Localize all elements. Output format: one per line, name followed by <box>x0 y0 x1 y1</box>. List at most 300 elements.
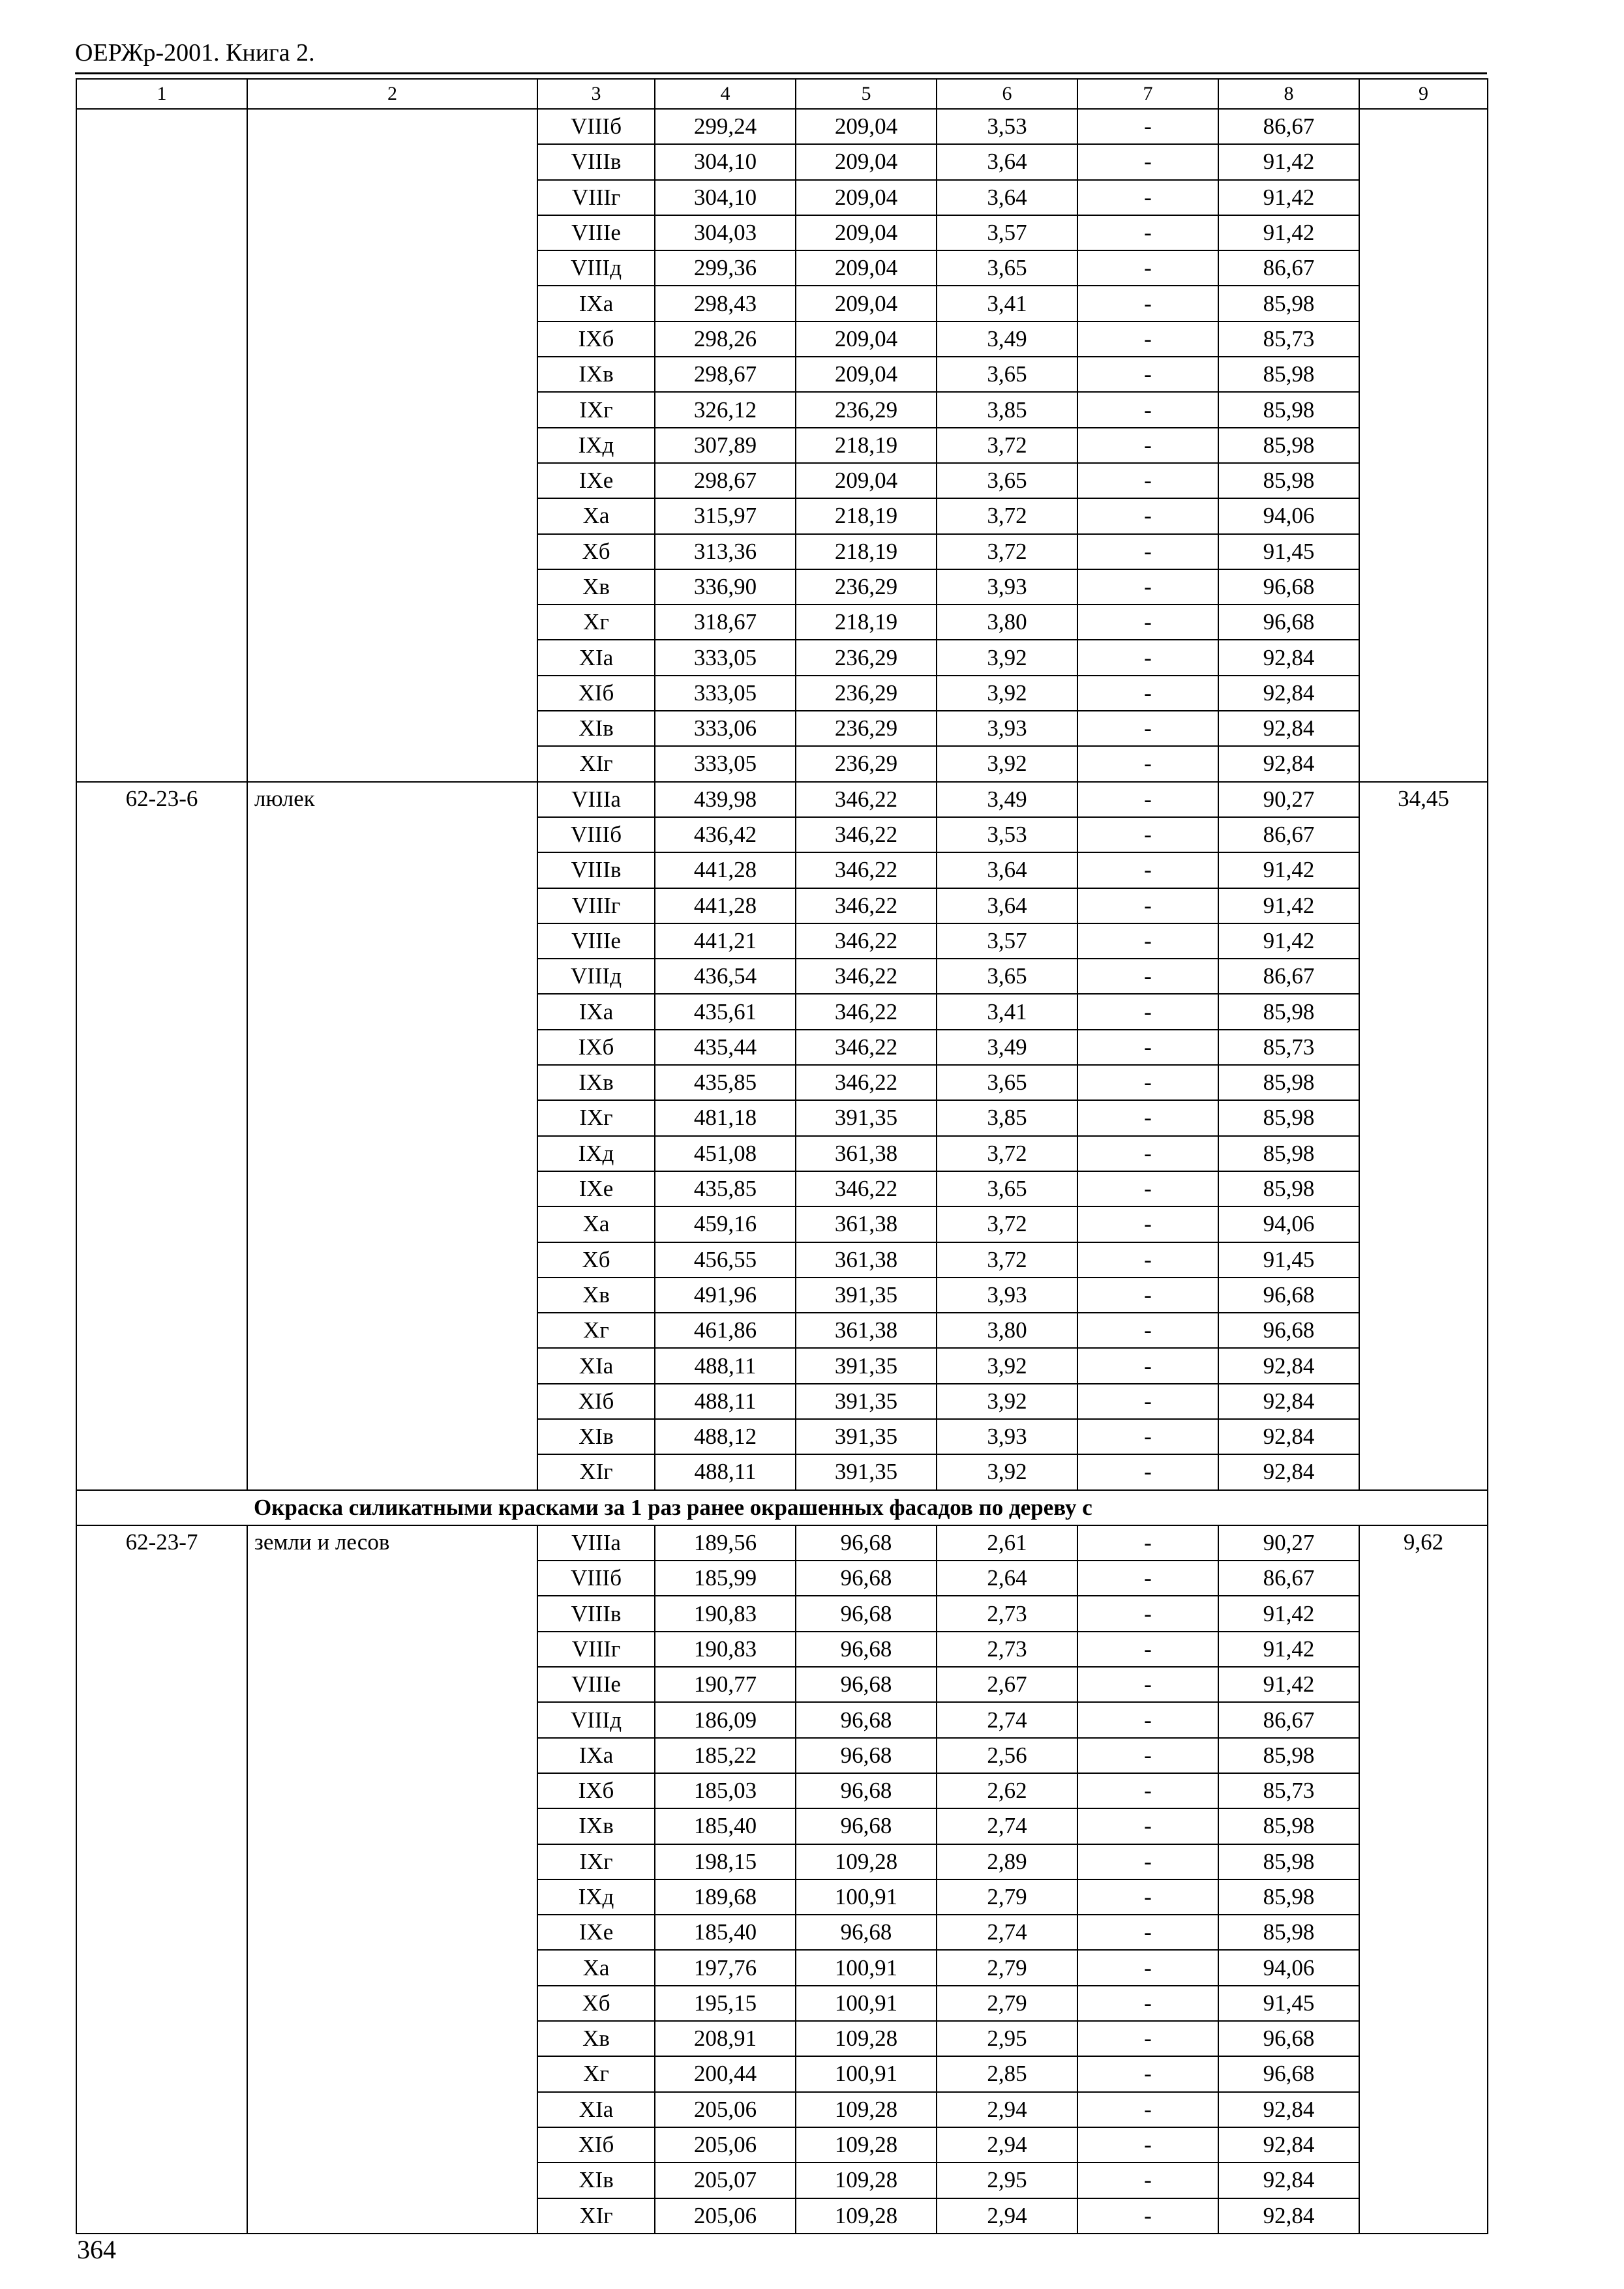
total-cost-cell: 435,85 <box>655 1065 796 1100</box>
table-row <box>76 428 1488 463</box>
operator-wages-cell: - <box>1077 569 1218 605</box>
empty-cell <box>247 676 537 711</box>
empty-cell <box>76 144 247 179</box>
operator-wages-cell: - <box>1077 2056 1218 2091</box>
wages-cell: 109,28 <box>796 2092 937 2127</box>
total-cost-cell: 200,44 <box>655 2056 796 2091</box>
machine-cost-cell: 2,74 <box>937 1808 1077 1844</box>
total-cost-cell: 488,11 <box>655 1348 796 1383</box>
machine-cost-cell: 3,65 <box>937 357 1077 392</box>
wages-cell: 346,22 <box>796 959 937 994</box>
operator-wages-cell: - <box>1077 1738 1218 1773</box>
page-number: 364 <box>77 2235 116 2264</box>
table-row <box>76 498 1488 533</box>
table-body <box>76 79 1488 2234</box>
materials-cost-cell: 94,06 <box>1218 498 1359 533</box>
materials-cost-cell: 91,42 <box>1218 144 1359 179</box>
region-code-cell: VIIIд <box>537 250 655 286</box>
total-cost-cell: 298,43 <box>655 286 796 321</box>
machine-cost-cell: 3,57 <box>937 215 1077 250</box>
wages-cell: 391,35 <box>796 1348 937 1383</box>
header-rule <box>75 72 1487 74</box>
wages-cell: 96,68 <box>796 1738 937 1773</box>
region-code-cell: VIIIг <box>537 888 655 923</box>
wages-cell: 346,22 <box>796 1171 937 1206</box>
empty-cell <box>1359 746 1488 781</box>
machine-cost-cell: 3,92 <box>937 640 1077 675</box>
wages-cell: 391,35 <box>796 1384 937 1419</box>
machine-cost-cell: 3,72 <box>937 1136 1077 1171</box>
region-code-cell: Xв <box>537 1278 655 1313</box>
wages-cell: 391,35 <box>796 1100 937 1135</box>
wages-cell: 100,91 <box>796 1986 937 2021</box>
column-number-row <box>76 79 1488 109</box>
total-cost-cell: 189,56 <box>655 1525 796 1561</box>
region-code-cell: IXг <box>537 1844 655 1879</box>
machine-cost-cell: 3,92 <box>937 1348 1077 1383</box>
region-code-cell: XIа <box>537 2092 655 2127</box>
empty-cell <box>76 357 247 392</box>
machine-cost-cell: 3,53 <box>937 817 1077 852</box>
empty-cell <box>76 286 247 321</box>
operator-wages-cell: - <box>1077 2198 1218 2234</box>
operator-wages-cell: - <box>1077 1561 1218 1596</box>
operator-wages-cell: - <box>1077 994 1218 1029</box>
materials-cost-cell: 85,73 <box>1218 1030 1359 1065</box>
empty-cell <box>247 498 537 533</box>
materials-cost-cell: 85,98 <box>1218 1100 1359 1135</box>
empty-cell <box>76 392 247 427</box>
item-name: земли и лесов <box>247 1525 537 2234</box>
empty-cell <box>76 498 247 533</box>
materials-cost-cell: 86,67 <box>1218 109 1359 144</box>
item-extra-value: 9,62 <box>1359 1525 1488 2234</box>
region-code-cell: Xа <box>537 1950 655 1985</box>
operator-wages-cell: - <box>1077 1278 1218 1313</box>
empty-cell <box>76 428 247 463</box>
region-code-cell: VIIIе <box>537 1667 655 1702</box>
region-code-cell: VIIIб <box>537 1561 655 1596</box>
region-code-cell: IXа <box>537 286 655 321</box>
wages-cell: 209,04 <box>796 357 937 392</box>
wages-cell: 346,22 <box>796 1030 937 1065</box>
wages-cell: 209,04 <box>796 144 937 179</box>
empty-cell <box>1359 144 1488 179</box>
empty-cell <box>76 605 247 640</box>
machine-cost-cell: 2,95 <box>937 2162 1077 2198</box>
total-cost-cell: 333,05 <box>655 676 796 711</box>
empty-cell <box>1359 605 1488 640</box>
empty-cell <box>1359 322 1488 357</box>
materials-cost-cell: 86,67 <box>1218 1702 1359 1737</box>
empty-cell <box>247 392 537 427</box>
total-cost-cell: 185,40 <box>655 1808 796 1844</box>
machine-cost-cell: 3,72 <box>937 498 1077 533</box>
operator-wages-cell: - <box>1077 498 1218 533</box>
wages-cell: 209,04 <box>796 286 937 321</box>
empty-cell <box>1359 286 1488 321</box>
total-cost-cell: 205,06 <box>655 2127 796 2162</box>
machine-cost-cell: 2,89 <box>937 1844 1077 1879</box>
materials-cost-cell: 96,68 <box>1218 1278 1359 1313</box>
wages-cell: 236,29 <box>796 640 937 675</box>
empty-cell <box>76 534 247 569</box>
materials-cost-cell: 92,84 <box>1218 640 1359 675</box>
operator-wages-cell: - <box>1077 1879 1218 1915</box>
total-cost-cell: 333,05 <box>655 640 796 675</box>
machine-cost-cell: 3,57 <box>937 923 1077 959</box>
empty-cell <box>1359 534 1488 569</box>
operator-wages-cell: - <box>1077 959 1218 994</box>
total-cost-cell: 186,09 <box>655 1702 796 1737</box>
machine-cost-cell: 2,62 <box>937 1773 1077 1808</box>
wages-cell: 209,04 <box>796 322 937 357</box>
machine-cost-cell: 3,72 <box>937 534 1077 569</box>
machine-cost-cell: 3,85 <box>937 392 1077 427</box>
wages-cell: 109,28 <box>796 2162 937 2198</box>
region-code-cell: XIг <box>537 2198 655 2234</box>
wages-cell: 361,38 <box>796 1242 937 1278</box>
total-cost-cell: 441,28 <box>655 888 796 923</box>
section-heading: Окраска силикатными красками за 1 раз ранее окрашенных фасадов по дереву с <box>247 1490 1488 1525</box>
total-cost-cell: 435,44 <box>655 1030 796 1065</box>
machine-cost-cell: 2,94 <box>937 2198 1077 2234</box>
region-code-cell: VIIIе <box>537 923 655 959</box>
wages-cell: 346,22 <box>796 994 937 1029</box>
region-code-cell: IXг <box>537 392 655 427</box>
region-code-cell: Xб <box>537 1986 655 2021</box>
operator-wages-cell: - <box>1077 782 1218 817</box>
region-code-cell: Xг <box>537 2056 655 2091</box>
machine-cost-cell: 3,92 <box>937 1454 1077 1489</box>
table-row <box>76 676 1488 711</box>
region-code-cell: Xб <box>537 534 655 569</box>
machine-cost-cell: 3,64 <box>937 852 1077 888</box>
total-cost-cell: 315,97 <box>655 498 796 533</box>
operator-wages-cell: - <box>1077 923 1218 959</box>
table-row <box>76 534 1488 569</box>
operator-wages-cell: - <box>1077 428 1218 463</box>
wages-cell: 96,68 <box>796 1561 937 1596</box>
operator-wages-cell: - <box>1077 215 1218 250</box>
total-cost-cell: 185,99 <box>655 1561 796 1596</box>
empty-cell <box>247 534 537 569</box>
machine-cost-cell: 3,80 <box>937 1313 1077 1348</box>
region-code-cell: IXе <box>537 463 655 498</box>
machine-cost-cell: 3,49 <box>937 322 1077 357</box>
table-row <box>76 463 1488 498</box>
total-cost-cell: 441,28 <box>655 852 796 888</box>
region-code-cell: IXе <box>537 1171 655 1206</box>
wages-cell: 236,29 <box>796 711 937 746</box>
region-code-cell: XIа <box>537 1348 655 1383</box>
total-cost-cell: 304,10 <box>655 144 796 179</box>
wages-cell: 346,22 <box>796 888 937 923</box>
empty-cell <box>76 640 247 675</box>
machine-cost-cell: 3,65 <box>937 250 1077 286</box>
empty-cell <box>1359 180 1488 215</box>
empty-cell <box>247 746 537 781</box>
materials-cost-cell: 86,67 <box>1218 250 1359 286</box>
machine-cost-cell: 3,92 <box>937 1384 1077 1419</box>
materials-cost-cell: 92,84 <box>1218 2092 1359 2127</box>
empty-cell <box>1359 250 1488 286</box>
materials-cost-cell: 92,84 <box>1218 746 1359 781</box>
table-row <box>76 711 1488 746</box>
column-number: 8 <box>1218 79 1359 109</box>
operator-wages-cell: - <box>1077 1242 1218 1278</box>
total-cost-cell: 326,12 <box>655 392 796 427</box>
machine-cost-cell: 3,92 <box>937 746 1077 781</box>
region-code-cell: Xа <box>537 1206 655 1242</box>
rates-table <box>76 78 1488 2234</box>
total-cost-cell: 304,10 <box>655 180 796 215</box>
region-code-cell: Xа <box>537 498 655 533</box>
region-code-cell: VIIIб <box>537 817 655 852</box>
empty-cell <box>1359 463 1488 498</box>
materials-cost-cell: 91,42 <box>1218 1596 1359 1631</box>
total-cost-cell: 298,67 <box>655 463 796 498</box>
wages-cell: 96,68 <box>796 1773 937 1808</box>
empty-cell <box>247 463 537 498</box>
empty-cell <box>1359 569 1488 605</box>
total-cost-cell: 205,06 <box>655 2092 796 2127</box>
total-cost-cell: 439,98 <box>655 782 796 817</box>
total-cost-cell: 189,68 <box>655 1879 796 1915</box>
column-number: 2 <box>247 79 537 109</box>
operator-wages-cell: - <box>1077 1206 1218 1242</box>
operator-wages-cell: - <box>1077 817 1218 852</box>
table-row <box>76 782 1488 817</box>
total-cost-cell: 491,96 <box>655 1278 796 1313</box>
machine-cost-cell: 2,61 <box>937 1525 1077 1561</box>
operator-wages-cell: - <box>1077 746 1218 781</box>
operator-wages-cell: - <box>1077 1100 1218 1135</box>
empty-cell <box>247 428 537 463</box>
machine-cost-cell: 2,56 <box>937 1738 1077 1773</box>
region-code-cell: IXг <box>537 1100 655 1135</box>
total-cost-cell: 488,12 <box>655 1419 796 1454</box>
materials-cost-cell: 91,45 <box>1218 1242 1359 1278</box>
wages-cell: 218,19 <box>796 498 937 533</box>
materials-cost-cell: 92,84 <box>1218 676 1359 711</box>
table-row <box>76 215 1488 250</box>
materials-cost-cell: 85,98 <box>1218 1065 1359 1100</box>
materials-cost-cell: 90,27 <box>1218 782 1359 817</box>
machine-cost-cell: 3,41 <box>937 286 1077 321</box>
empty-cell <box>247 605 537 640</box>
operator-wages-cell: - <box>1077 711 1218 746</box>
operator-wages-cell: - <box>1077 1950 1218 1985</box>
empty-cell <box>247 357 537 392</box>
operator-wages-cell: - <box>1077 1384 1218 1419</box>
region-code-cell: IXе <box>537 1915 655 1950</box>
materials-cost-cell: 92,84 <box>1218 1348 1359 1383</box>
wages-cell: 100,91 <box>796 1950 937 1985</box>
table-row <box>76 1525 1488 1561</box>
table-row <box>76 569 1488 605</box>
machine-cost-cell: 3,53 <box>937 109 1077 144</box>
item-code: 62-23-6 <box>76 782 247 1490</box>
region-code-cell: VIIIа <box>537 782 655 817</box>
operator-wages-cell: - <box>1077 1773 1218 1808</box>
operator-wages-cell: - <box>1077 1525 1218 1561</box>
materials-cost-cell: 85,73 <box>1218 322 1359 357</box>
region-code-cell: IXб <box>537 1030 655 1065</box>
operator-wages-cell: - <box>1077 1986 1218 2021</box>
total-cost-cell: 185,03 <box>655 1773 796 1808</box>
region-code-cell: XIа <box>537 640 655 675</box>
materials-cost-cell: 85,98 <box>1218 463 1359 498</box>
empty-cell <box>1359 676 1488 711</box>
wages-cell: 236,29 <box>796 392 937 427</box>
machine-cost-cell: 2,94 <box>937 2127 1077 2162</box>
materials-cost-cell: 91,45 <box>1218 1986 1359 2021</box>
table-row <box>76 392 1488 427</box>
empty-cell <box>247 286 537 321</box>
region-code-cell: XIв <box>537 1419 655 1454</box>
table-row <box>76 180 1488 215</box>
materials-cost-cell: 91,42 <box>1218 888 1359 923</box>
machine-cost-cell: 2,74 <box>937 1915 1077 1950</box>
operator-wages-cell: - <box>1077 392 1218 427</box>
empty-cell <box>1359 109 1488 144</box>
item-code: 62-23-7 <box>76 1525 247 2234</box>
machine-cost-cell: 3,92 <box>937 676 1077 711</box>
table-row <box>76 144 1488 179</box>
operator-wages-cell: - <box>1077 1065 1218 1100</box>
empty-cell <box>247 322 537 357</box>
total-cost-cell: 441,21 <box>655 923 796 959</box>
materials-cost-cell: 85,98 <box>1218 994 1359 1029</box>
total-cost-cell: 436,54 <box>655 959 796 994</box>
operator-wages-cell: - <box>1077 1171 1218 1206</box>
machine-cost-cell: 2,95 <box>937 2021 1077 2056</box>
total-cost-cell: 195,15 <box>655 1986 796 2021</box>
materials-cost-cell: 85,98 <box>1218 392 1359 427</box>
empty-cell <box>247 109 537 144</box>
materials-cost-cell: 85,98 <box>1218 1136 1359 1171</box>
machine-cost-cell: 3,85 <box>937 1100 1077 1135</box>
wages-cell: 209,04 <box>796 109 937 144</box>
wages-cell: 361,38 <box>796 1313 937 1348</box>
machine-cost-cell: 3,72 <box>937 1206 1077 1242</box>
total-cost-cell: 205,07 <box>655 2162 796 2198</box>
wages-cell: 209,04 <box>796 180 937 215</box>
materials-cost-cell: 92,84 <box>1218 2127 1359 2162</box>
operator-wages-cell: - <box>1077 286 1218 321</box>
wages-cell: 391,35 <box>796 1278 937 1313</box>
total-cost-cell: 307,89 <box>655 428 796 463</box>
empty-cell <box>76 250 247 286</box>
empty-cell <box>1359 392 1488 427</box>
total-cost-cell: 208,91 <box>655 2021 796 2056</box>
total-cost-cell: 298,26 <box>655 322 796 357</box>
region-code-cell: VIIIв <box>537 1596 655 1631</box>
total-cost-cell: 436,42 <box>655 817 796 852</box>
total-cost-cell: 298,67 <box>655 357 796 392</box>
empty-cell <box>1359 711 1488 746</box>
operator-wages-cell: - <box>1077 1915 1218 1950</box>
wages-cell: 109,28 <box>796 2127 937 2162</box>
wages-cell: 96,68 <box>796 1915 937 1950</box>
wages-cell: 109,28 <box>796 2021 937 2056</box>
region-code-cell: IXб <box>537 322 655 357</box>
operator-wages-cell: - <box>1077 357 1218 392</box>
total-cost-cell: 304,03 <box>655 215 796 250</box>
section-gap <box>76 1490 247 1525</box>
region-code-cell: IXа <box>537 1738 655 1773</box>
operator-wages-cell: - <box>1077 180 1218 215</box>
table-row <box>76 286 1488 321</box>
materials-cost-cell: 85,98 <box>1218 1738 1359 1773</box>
total-cost-cell: 481,18 <box>655 1100 796 1135</box>
wages-cell: 96,68 <box>796 1632 937 1667</box>
machine-cost-cell: 2,94 <box>937 2092 1077 2127</box>
region-code-cell: IXв <box>537 357 655 392</box>
empty-cell <box>76 215 247 250</box>
table-row <box>76 640 1488 675</box>
empty-cell <box>76 322 247 357</box>
table-row <box>76 746 1488 781</box>
total-cost-cell: 190,77 <box>655 1667 796 1702</box>
empty-cell <box>247 250 537 286</box>
operator-wages-cell: - <box>1077 1808 1218 1844</box>
materials-cost-cell: 90,27 <box>1218 1525 1359 1561</box>
wages-cell: 346,22 <box>796 817 937 852</box>
empty-cell <box>247 640 537 675</box>
region-code-cell: IXд <box>537 1136 655 1171</box>
operator-wages-cell: - <box>1077 852 1218 888</box>
machine-cost-cell: 3,65 <box>937 959 1077 994</box>
wages-cell: 346,22 <box>796 1065 937 1100</box>
section-heading-row <box>76 1490 1488 1525</box>
empty-cell <box>1359 428 1488 463</box>
machine-cost-cell: 3,65 <box>937 463 1077 498</box>
column-number: 3 <box>537 79 655 109</box>
materials-cost-cell: 91,42 <box>1218 1667 1359 1702</box>
table-row <box>76 109 1488 144</box>
empty-cell <box>76 569 247 605</box>
column-number: 1 <box>76 79 247 109</box>
machine-cost-cell: 3,93 <box>937 569 1077 605</box>
machine-cost-cell: 2,79 <box>937 1879 1077 1915</box>
total-cost-cell: 461,86 <box>655 1313 796 1348</box>
total-cost-cell: 456,55 <box>655 1242 796 1278</box>
empty-cell <box>247 180 537 215</box>
materials-cost-cell: 91,42 <box>1218 215 1359 250</box>
total-cost-cell: 190,83 <box>655 1596 796 1631</box>
materials-cost-cell: 85,73 <box>1218 1773 1359 1808</box>
region-code-cell: IXв <box>537 1808 655 1844</box>
wages-cell: 209,04 <box>796 215 937 250</box>
machine-cost-cell: 2,79 <box>937 1950 1077 1985</box>
materials-cost-cell: 86,67 <box>1218 959 1359 994</box>
operator-wages-cell: - <box>1077 2092 1218 2127</box>
machine-cost-cell: 2,73 <box>937 1596 1077 1631</box>
materials-cost-cell: 96,68 <box>1218 605 1359 640</box>
materials-cost-cell: 91,42 <box>1218 923 1359 959</box>
materials-cost-cell: 92,84 <box>1218 711 1359 746</box>
materials-cost-cell: 91,42 <box>1218 852 1359 888</box>
operator-wages-cell: - <box>1077 1030 1218 1065</box>
materials-cost-cell: 85,98 <box>1218 1844 1359 1879</box>
total-cost-cell: 299,36 <box>655 250 796 286</box>
materials-cost-cell: 92,84 <box>1218 1419 1359 1454</box>
materials-cost-cell: 92,84 <box>1218 1384 1359 1419</box>
machine-cost-cell: 3,93 <box>937 711 1077 746</box>
wages-cell: 109,28 <box>796 2198 937 2234</box>
